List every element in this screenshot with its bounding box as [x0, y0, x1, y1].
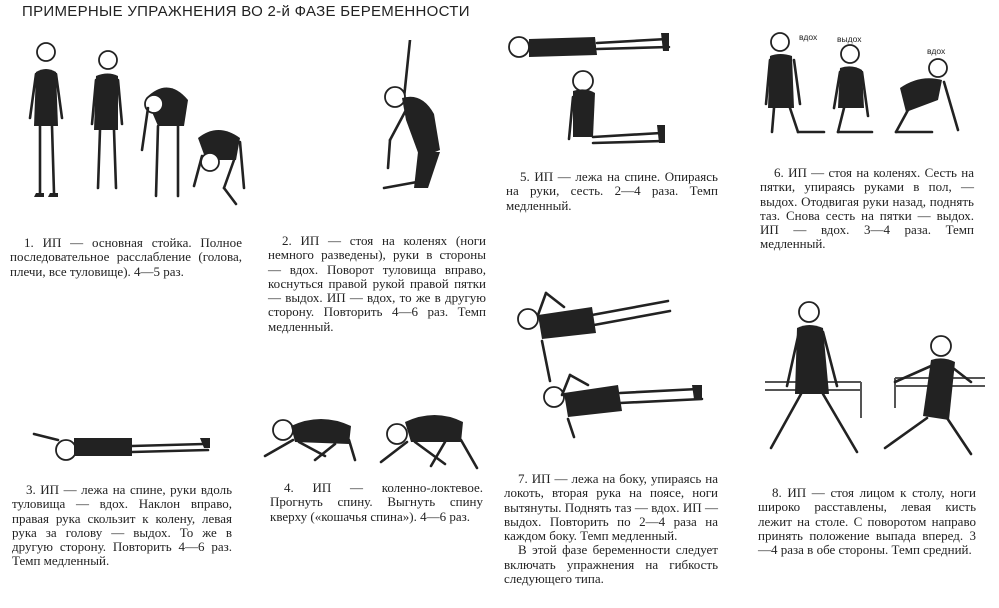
label-vydoh: выдох	[837, 34, 862, 44]
exercise-1-illustration	[18, 38, 253, 213]
exercise-3-caption	[12, 483, 232, 569]
exercise-6-text: 6. ИП — стоя на коленях. Сесть на пятки, упираясь руками в пол, — выдох. Отодвигая руки назад, поднять таз. Снова сесть на пятки — выдох. ИП — вдох. 3—4 раза. Темп медленный.	[760, 165, 974, 252]
exercise-3-text: 3. ИП — лежа на спине, руки вдоль туловища — вдох. Наклон вправо, правая рука скользит к колену, левая рука за голову — выдох. То же в другую сторону. Повторить 4—6 раз. Темп медленный.	[12, 482, 232, 569]
exercise-4-caption	[270, 481, 483, 524]
exercise-4-illustration	[255, 412, 485, 477]
exercise-8-text: 8. ИП — стоя лицом к столу, ноги широко расставлены, левая кисть лежит на столе. С поворотом направо принять положение выпада вперед. 3—4 раза в обе стороны. Темп средний.	[758, 485, 976, 558]
exercise-5-illustration	[503, 27, 678, 157]
exercise-6-caption	[760, 166, 974, 252]
label-vdoh-1: вдох	[799, 32, 818, 42]
exercise-2-illustration	[370, 40, 450, 195]
exercise-7-note: В этой фазе беременности следует включать упражнения на гибкость следующего типа.	[504, 542, 718, 587]
exercise-7-illustration	[508, 285, 713, 440]
exercise-7-text: 7. ИП — лежа на боку, упираясь на локоть, вторая рука на поясе, ноги вытянуты. Поднять таз — вдох. ИП — выдох. Повторить по 2—4 раза на каждом боку. Темп медленный.	[504, 471, 718, 544]
exercise-2-caption	[268, 234, 486, 334]
exercise-8-caption	[758, 486, 976, 557]
exercise-5-caption	[506, 170, 718, 213]
exercise-1-text: 1. ИП — основная стойка. Полное последовательное расслабление (голова, плечи, все туловище). 4—5 раз.	[10, 235, 242, 279]
exercise-8-illustration	[765, 298, 990, 463]
label-vdoh-2: вдох	[927, 46, 946, 56]
exercise-7-caption	[504, 472, 718, 586]
exercise-5-text: 5. ИП — лежа на спине. Опираясь на руки, сесть. 2—4 раза. Темп медленный.	[506, 169, 718, 213]
exercise-4-text: 4. ИП — коленно-локтевое. Прогнуть спину. Выгнуть спину кверху («кошачья спина»). 4—6 раз.	[270, 480, 483, 524]
page-title: ПРИМЕРНЫЕ УПРАЖНЕНИЯ ВО 2-й ФАЗЕ БЕРЕМЕННОСТИ	[22, 3, 470, 20]
exercise-3-illustration	[28, 420, 218, 470]
exercise-2-text: 2. ИП — стоя на коленях (ноги немного разведены), руки в стороны — вдох. Поворот туловища вправо, коснуться правой рукой правой пятки — выдох. ИП — вдох, то же в другую сторону. Повторить 4—6 раз. Темп медленный.	[268, 233, 486, 334]
exercise-1-caption	[10, 236, 242, 279]
